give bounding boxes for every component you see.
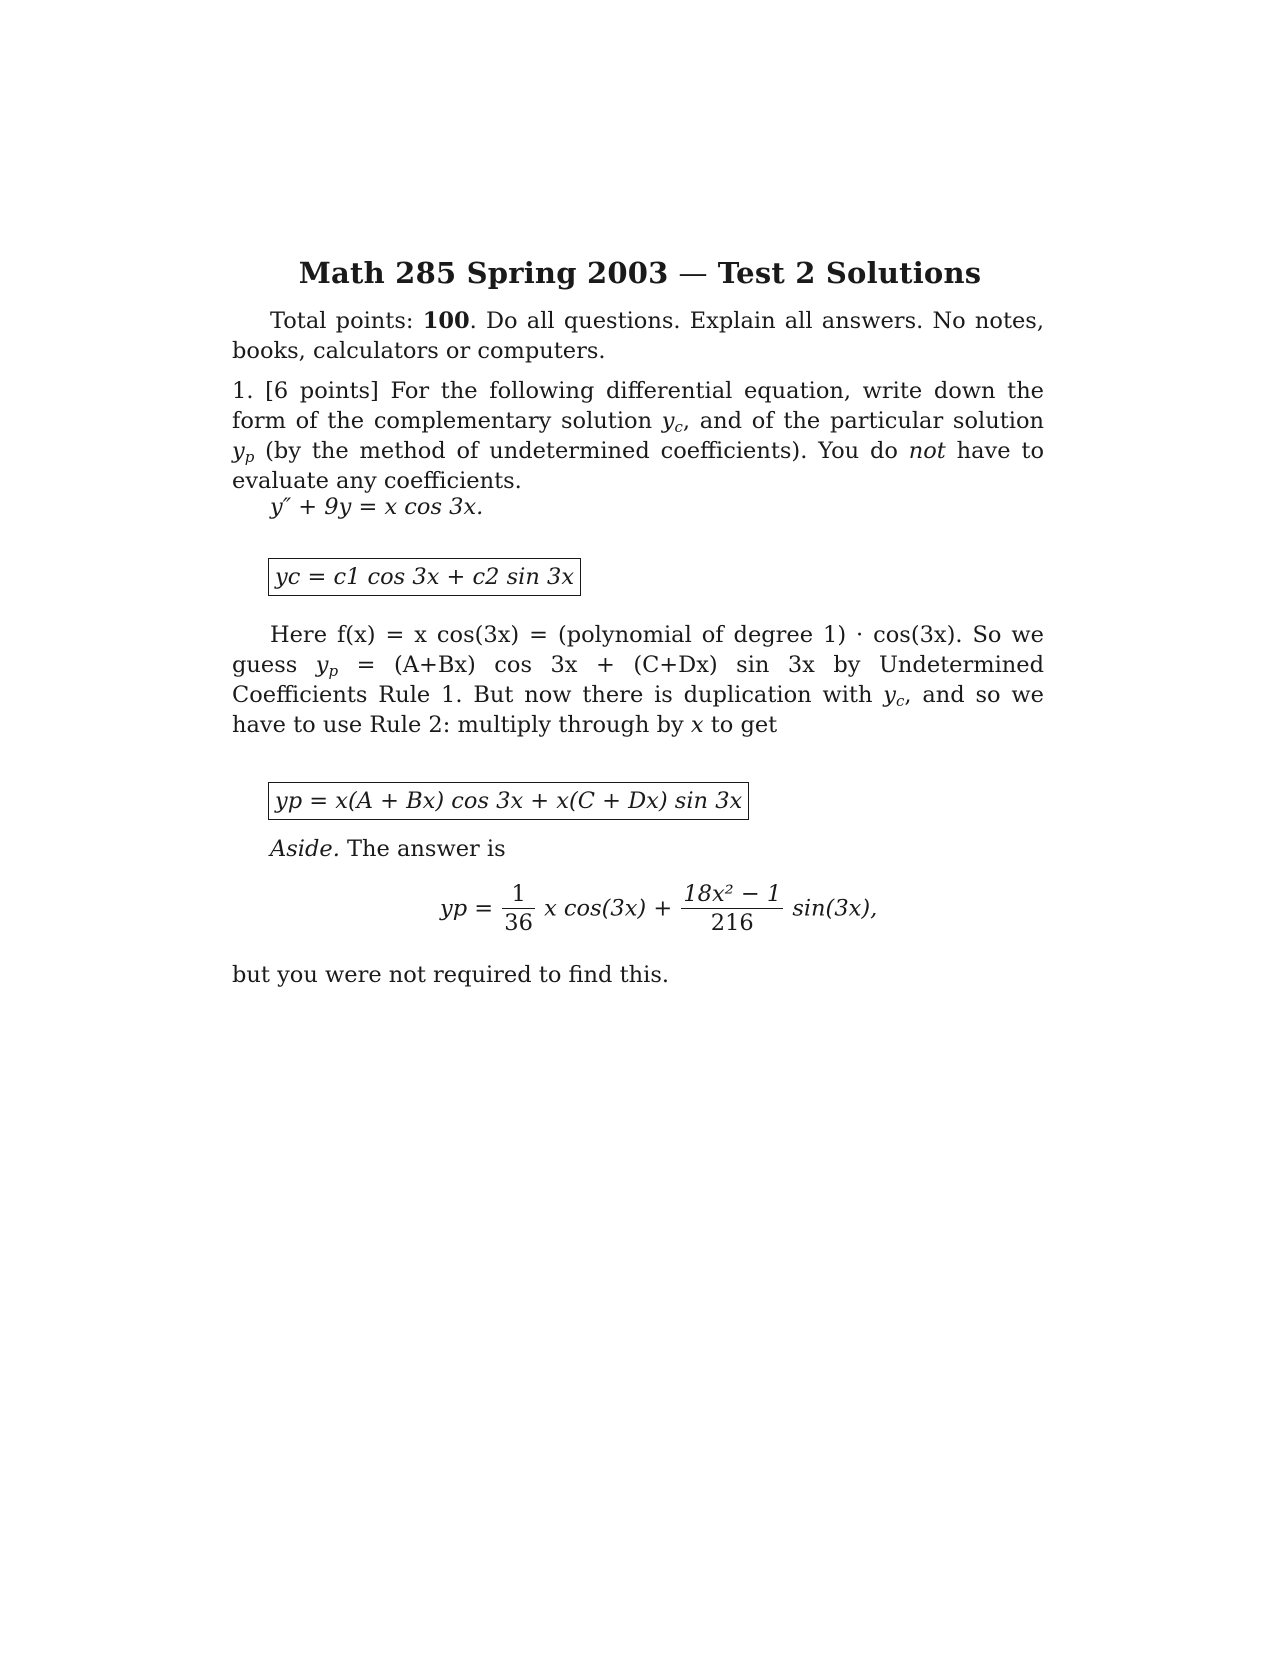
explanation-p4: to get — [703, 712, 778, 738]
q1-text-a: For the following differential equation, write down the form of the complementary solution — [232, 378, 1045, 434]
final-formula — [440, 880, 877, 937]
formula-lhs: yp = — [440, 895, 494, 922]
q1-text-c: (by the method of undetermined coefficients). You do — [254, 438, 909, 464]
intro-points: 100 — [422, 308, 470, 334]
yp-symbol-2: $y_p$ — [315, 652, 339, 680]
title-right: Test 2 Solutions — [717, 256, 982, 290]
intro-rest: . Do all questions. Explain all answers. No notes, books, calculators or computers. — [232, 308, 1044, 364]
title-left: Math 285 Spring 2003 — [298, 256, 669, 290]
yp-symbol: $y_p$ — [232, 438, 255, 466]
intro-prefix: Total points: — [270, 308, 423, 334]
intro-paragraph — [232, 306, 1044, 366]
page-title — [0, 256, 1280, 290]
differential-equation: y″ + 9y = x cos 3x. — [270, 494, 484, 520]
x-symbol: x — [690, 712, 704, 738]
fraction-18x2-216 — [681, 880, 783, 937]
explanation-p1: Here f(x) = x cos(3x) = (polynomial of degree 1) · cos(3x). So we guess — [232, 622, 1044, 678]
frac2-denominator: 216 — [710, 910, 754, 936]
frac2-numerator: 18x² − 1 — [683, 881, 782, 907]
explanation-p2: = (A+Bx) cos 3x + (C+Dx) sin 3x by Undetermined Coefficients Rule 1. But now there is duplication with — [232, 652, 1044, 708]
yc-answer-box: yc = c1 cos 3x + c2 sin 3x — [268, 558, 581, 596]
q1-text-b: , and of the particular solution — [682, 408, 1044, 434]
q1-number: 1. [6 points] — [232, 378, 379, 404]
explanation-p3: , and so we have to use Rule 2: multiply through by — [232, 682, 1044, 738]
yp-answer-box: yp = x(A + Bx) cos 3x + x(C + Dx) sin 3x — [268, 782, 749, 820]
title-dash: — — [678, 256, 708, 290]
formula-mid: x cos(3x) + — [544, 895, 673, 922]
closing-line: but you were not required to find this. — [232, 962, 670, 988]
yc-symbol: $y_c$ — [661, 408, 683, 436]
frac1-numerator: 1 — [511, 881, 526, 907]
aside-line — [270, 834, 506, 864]
formula-tail: sin(3x), — [792, 895, 878, 922]
frac1-denominator: 36 — [504, 910, 533, 936]
q1-not: not — [908, 438, 946, 464]
explanation-paragraph — [232, 620, 1044, 740]
question-1 — [232, 376, 1044, 496]
q1-text-d: have to evaluate any coefficients. — [232, 438, 1045, 494]
aside-text: The answer is — [339, 836, 506, 862]
aside-label: Aside. — [270, 836, 340, 862]
fraction-1-36 — [502, 880, 535, 937]
yc-symbol-2: $y_c$ — [883, 682, 905, 710]
